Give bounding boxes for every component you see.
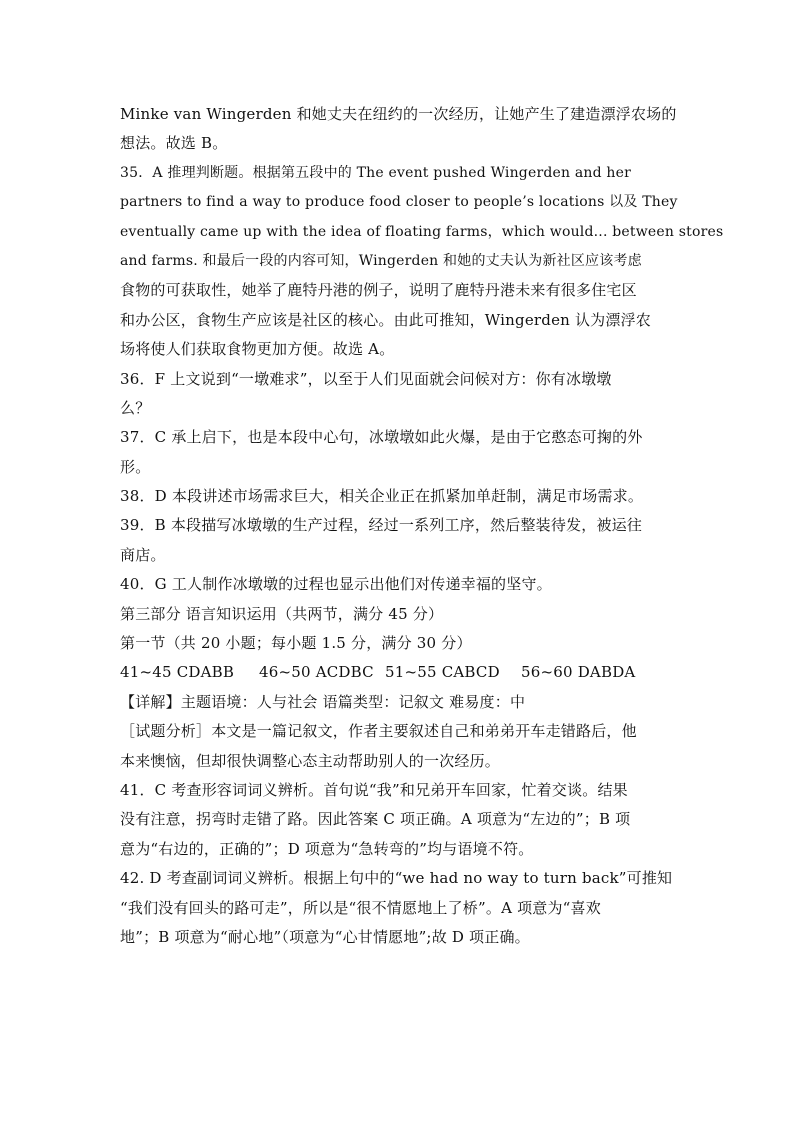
- section-heading: 第三部分 语言知识运用（共两节，满分 45 分）: [120, 604, 444, 623]
- text-line: eventually came up with the idea of floating farms，which would... between stores: [120, 223, 724, 240]
- text-line: 37．C 承上启下，也是本段中心句，冰墩墩如此火爆，是由于它憨态可掬的外: [120, 428, 643, 447]
- text-line: 商店。: [120, 545, 166, 564]
- text-line: 场将使人们获取食物更加方便。故选 A。: [120, 340, 395, 359]
- text-line: 35．A 推理判断题。根据第五段中的 The event pushed Wingerden and her: [120, 164, 632, 181]
- text-line: 没有注意，拐弯时走错了路。因此答案 C 项正确。A 项意为“左边的”；B 项: [120, 810, 631, 829]
- text-line: 意为“右边的，正确的”；D 项意为“急转弯的”均与语境不符。: [120, 839, 534, 858]
- subsection-heading: 第一节（共 20 小题；每小题 1.5 分，满分 30 分）: [120, 634, 472, 653]
- text-line: 本来懊恼，但却很快调整心态主动帮助别人的一次经历。: [120, 751, 501, 770]
- text-line: 42. D 考查副词词义辨析。根据上句中的“we had no way to turn back”可推知: [120, 869, 673, 888]
- text-line: and farms. 和最后一段的内容可知，Wingerden 和她的丈夫认为新社区应该考虑: [120, 252, 642, 269]
- text-line: 36．F 上文说到“一墩难求”，以至于人们见面就会问候对方：你有冰墩墩: [120, 369, 612, 388]
- text-line: 38．D 本段讲述市场需求巨大，相关企业正在抓紧加单赶制，满足市场需求。: [120, 487, 644, 506]
- answer-group: 56~60 DABDA: [521, 663, 636, 682]
- text-line: 形。: [120, 457, 151, 476]
- text-line: “我们没有回头的路可走”，所以是“很不情愿地上了桥”。A 项意为“喜欢: [120, 898, 601, 917]
- text-line: 和办公区，食物生产应该是社区的核心。由此可推知，Wingerden 认为漂浮农: [120, 310, 651, 329]
- text-line: 40．G 工人制作冰墩墩的过程也显示出他们对传递幸福的坚守。: [120, 575, 552, 594]
- text-line: ［试题分析］本文是一篇记叙文，作者主要叙述自己和弟弟开车走错路后，他: [120, 722, 637, 741]
- text-line: 食物的可获取性，她举了鹿特丹港的例子，说明了鹿特丹港未来有很多住宅区: [120, 281, 637, 300]
- document-page: [120, 100, 724, 952]
- text-line: partners to find a way to produce food closer to people’s locations 以及 They: [120, 194, 678, 211]
- answer-group: 51~55 CABCD: [385, 663, 500, 682]
- text-line: 么？: [120, 398, 151, 417]
- text-line: 地”；B 项意为“耐心地”（项意为“心甘情愿地”;故 D 项正确。: [120, 927, 530, 946]
- answer-group: 46~50 ACDBC: [259, 663, 374, 682]
- text-line: 想法。故选 B。: [120, 134, 228, 153]
- text-line: 39．B 本段描写冰墩墩的生产过程，经过一系列工序，然后整装待发，被运往: [120, 516, 643, 535]
- detail-heading: 【详解】主题语境：人与社会 语篇类型：记叙文 难易度：中: [120, 692, 526, 711]
- answer-group: 41~45 CDABB: [120, 663, 235, 682]
- text-line: Minke van Wingerden 和她丈夫在纽约的一次经历，让她产生了建造漂浮农场的: [120, 105, 677, 123]
- answer-key-row: [120, 658, 680, 687]
- text-line: 41．C 考查形容词词义辨析。首句说“我”和兄弟开车回家，忙着交谈。结果: [120, 780, 628, 799]
